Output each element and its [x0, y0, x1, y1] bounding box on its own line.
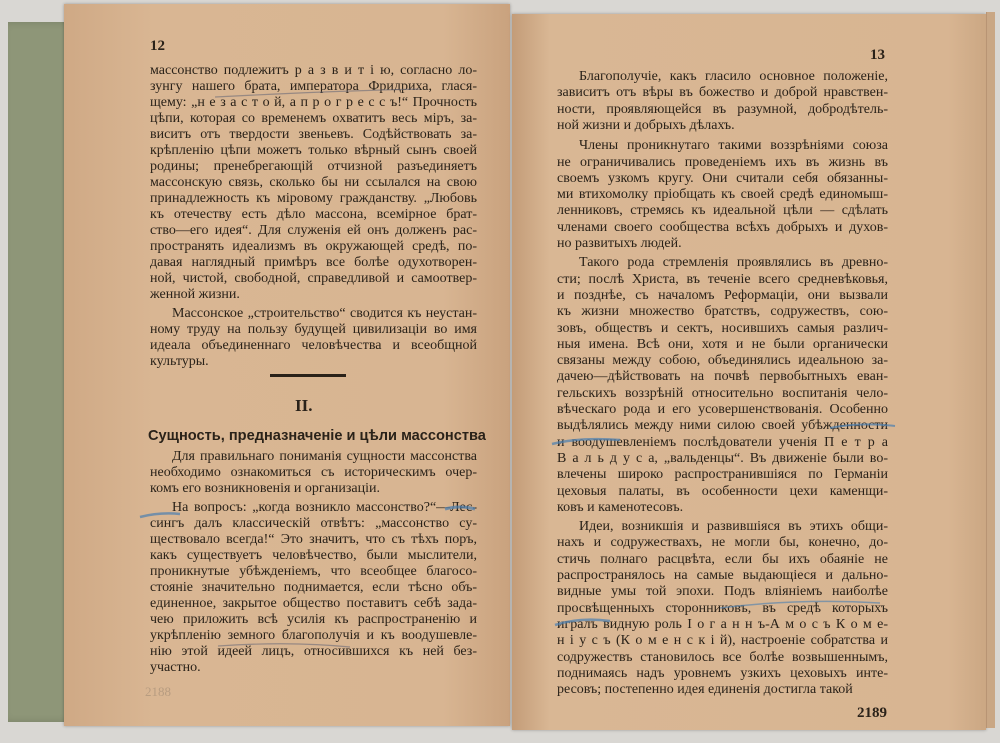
text-line: ной жизни и добрыхъ дѣлахъ. [557, 117, 735, 133]
text-line: выдѣлялись между ними силою своей убѣжденности [557, 418, 888, 434]
text-line: своемъ узкомъ кругу. Они считали себя обязанны- [557, 170, 888, 186]
text-line: необходимо ознакомиться съ историческимъ очер- [150, 465, 477, 480]
text-line: женной жизни. [150, 287, 240, 302]
left-page-number: 12 [150, 38, 165, 54]
text-line: и воодушевленiемъ послѣдователи ученiя П е т р а [557, 434, 888, 450]
text-line: просвѣщенныхъ сторонниковъ, въ средѣ которыхъ [557, 600, 888, 616]
text-line: комъ его возникновенiя и организацiи. [150, 481, 380, 496]
text-line: Благополучiе, какъ гласило основное положенiе, [579, 69, 888, 84]
text-line: сти; послѣ Христа, въ теченiе всего средневѣковья, [557, 271, 888, 287]
text-line: содружествъ становилось все болѣе возвышеннымъ, [557, 649, 888, 665]
text-line: поднимаясь надъ уровнемъ узкихъ цеховыхъ инте- [557, 665, 888, 681]
text-line: но развитыхъ людей. [557, 236, 682, 251]
text-line: виситъ отъ твердости звеньевъ. Содѣйствовать за- [150, 127, 477, 142]
text-line: связаны между собою, объединялись идеальною за- [557, 353, 888, 369]
text-line: В а л ь д у с а, „вальденцы“. Въ движенiе были во- [557, 450, 888, 466]
text-line: ности, проявляющейся въ разумной, добродѣтель- [557, 101, 888, 117]
text-line: Для правильнаго пониманiя сущности массонства [172, 449, 477, 464]
text-line: не ограничивались проведенiемъ ихъ въ жизнь въ [557, 154, 888, 170]
page-edges [986, 12, 995, 728]
text-line: культуры. [150, 354, 209, 369]
text-line: пространять идеализмъ въ окружающей средѣ, по- [150, 239, 477, 254]
text-line: Массонское „строительство“ сводится къ неустан- [172, 306, 477, 321]
text-line: зависитъ отъ вѣры въ божество и доброй нравствен- [557, 85, 888, 101]
text-line: нiю этой идеей лицъ, относившихся къ ней без- [150, 644, 477, 659]
right-page-number: 13 [870, 47, 885, 63]
text-line: массонскую связь, сколько бы ни ссылался на свою [150, 175, 477, 190]
text-line: давая наглядный примѣръ все болѣе одухотворен- [150, 255, 477, 270]
left-bottom-mark: 2188 [145, 684, 171, 699]
text-line: ществовало всегда!“ Это значитъ, что съ тѣхъ поръ, [150, 532, 477, 547]
text-line: стоянiе значительно поднимается, если тѣсно объ- [150, 580, 477, 595]
section-number: II. [295, 396, 313, 415]
text-line: нахъ и содружествахъ, не могли бы, конечно, до- [557, 535, 888, 551]
right-bottom-mark: 2189 [857, 705, 887, 721]
text-line: ному труду на пользу будущей цивилизацiи во имя [150, 322, 477, 337]
text-line: крѣпленiю цѣпи можетъ только вѣрный сынъ своей [150, 143, 477, 158]
text-line: родины; пренебрегающiй отчизной разъединяетъ [150, 159, 477, 174]
text-line: цеховыя палаты, въ особенности цехи каменщи- [557, 483, 888, 499]
text-line: ковъ и каменотесовъ. [557, 499, 684, 515]
text-line: зунгу нашего брата, императора Фридриха, глася- [150, 79, 477, 94]
text-line: вѣческаго рода и его усовершенствованiя. Особенно [557, 402, 888, 417]
text-line: сингъ далъ классическiй отвѣтъ: „массонство су- [150, 516, 477, 531]
section-divider [270, 374, 346, 377]
text-line: ство—его идея“. Для служенiя ей онъ долженъ рас- [150, 223, 477, 238]
text-line: проникнутые убѣжденiемъ, что всеобщее благосо- [150, 564, 477, 579]
text-line: ресовъ; постепенно идея единенiя достигла такой [557, 682, 853, 698]
text-line: единенное, закрытое общество поставитъ себѣ зада- [150, 596, 477, 611]
text-line: Такого рода стремленiя проявлялись въ древно- [579, 255, 888, 271]
text-line: Члены проникнутаго такими воззрѣнiями союза [579, 138, 888, 154]
text-line: членами своего сообщества всѣхъ добрыхъ и духов- [557, 219, 888, 235]
text-line: игралъ видную роль I о г а н н ъ-А м о с ъ К о м е- [557, 616, 888, 632]
text-line: влечены широко распространившiяся по Германiи [557, 467, 888, 483]
text-line: гельскихъ воззрѣнiй относительно воспитанiя чело- [557, 385, 888, 401]
text-line: участно. [150, 660, 201, 675]
text-line: принадлежность къ мiровому гражданству. „Любовь [150, 191, 477, 206]
text-line: укрѣпленiю земного благополучiя и къ воодушевле- [150, 628, 477, 643]
text-line: видные умы той эпохи. Подъ влiянiемъ наиболѣе [557, 584, 888, 600]
text-line: н i у с ъ (К о м е н с к i й), настроенiе собратства и [557, 633, 888, 649]
text-line: идеала объединеннаго человѣчества и всеобщной [150, 338, 477, 353]
text-line: какъ существуетъ человѣчество, были мыслители, [150, 548, 477, 563]
text-line: зовъ, обществъ и сектъ, носившихъ самыя различ- [557, 320, 888, 336]
text-line: чею приложить всѣ усилiя къ распространенiю и [150, 612, 477, 627]
text-line: Идеи, возникшiя и развившiяся въ этихъ общи- [579, 519, 888, 535]
text-line: стичь полнаго расцвѣта, если бы ихъ обаянiе не [557, 551, 888, 567]
section-heading: Сущность, предназначенiе и цѣли массонства [148, 428, 486, 444]
text-line: къ жизни множество братствъ, содружествъ, сою- [557, 304, 888, 320]
text-line: дачею—дѣйствовать на почвѣ первобытныхъ еван- [557, 369, 888, 385]
text-line: распространялось на самые выдающiеся и дально- [557, 568, 888, 583]
text-line: и позднѣе, съ началомъ Реформацiи, они вызвали [557, 287, 888, 303]
text-line: На вопросъ: „когда возникло массонство?“—Лес- [172, 500, 477, 515]
text-line: цѣпи, которая со временемъ охватитъ весь мiръ, за- [150, 111, 477, 126]
text-line: массонство подлежитъ р а з в и т i ю, согласно ло- [150, 63, 477, 78]
text-line: ной, чистой, свободной, справедливой и самоотвер- [150, 271, 477, 286]
text-line: ныя имена. Всѣ они, хотя и не были органически [557, 336, 888, 352]
text-line: ленниковъ, стремясь къ идеальной цѣли — сдѣлать [557, 203, 888, 219]
text-line: щему: „н е з а с т о й, а п р о г р е с с ъ!“ Прочность [150, 95, 477, 110]
text-line: къ отечеству есть дѣло массона, всемiрное брат- [150, 207, 477, 222]
text-line: ми втихомолку прiобщать къ своей средѣ единомыш- [557, 187, 888, 203]
